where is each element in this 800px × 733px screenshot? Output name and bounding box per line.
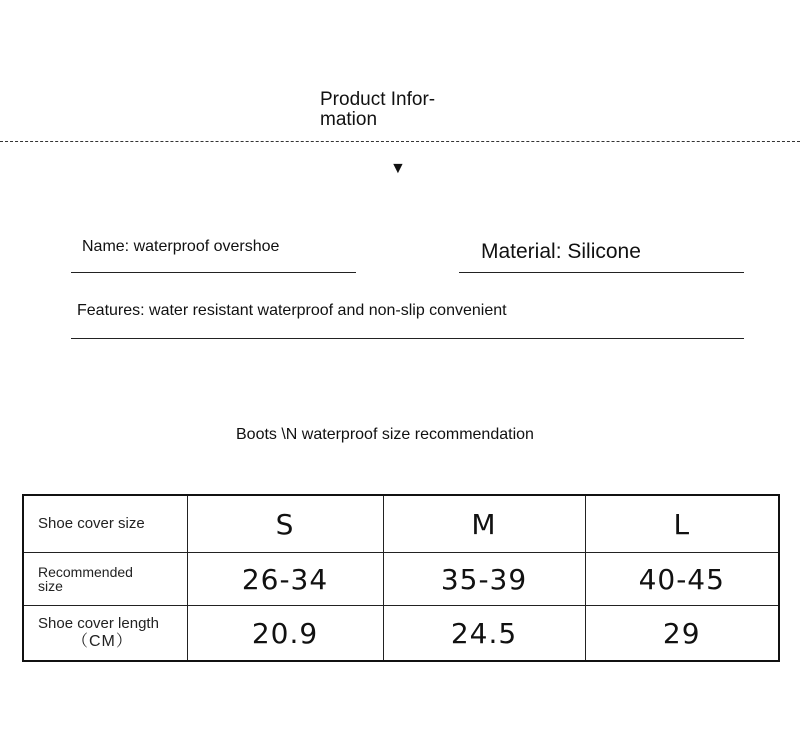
- title-line-2: mation: [320, 109, 378, 130]
- name-field: Name: waterproof overshoe: [82, 238, 280, 255]
- length-cell: 24.5: [383, 606, 585, 662]
- row-label-shoe-cover-length: [23, 606, 187, 662]
- title-line-1: Product Infor-: [320, 89, 436, 110]
- size-recommendation-title: Boots \N waterproof size recommendation: [236, 426, 534, 443]
- row-label-line-2: size: [38, 578, 63, 594]
- row-label-shoe-cover-size: Shoe cover size: [23, 495, 187, 553]
- row-label-text: Shoe cover length: [38, 615, 159, 632]
- length-cell: 20.9: [187, 606, 383, 662]
- table-row: [23, 606, 779, 662]
- recommended-size-cell: 35-39: [383, 553, 585, 606]
- page-title: [320, 90, 470, 130]
- table-row: [23, 495, 779, 553]
- recommended-size-cell: 26-34: [187, 553, 383, 606]
- recommended-size-cell: 40-45: [585, 553, 779, 606]
- features-underline: [71, 338, 744, 339]
- size-cell: M: [383, 495, 585, 553]
- size-cell: S: [187, 495, 383, 553]
- unit-label: （CM）: [72, 633, 133, 650]
- length-cell: 29: [585, 606, 779, 662]
- size-table: [22, 494, 780, 662]
- row-label-recommended-size: [23, 553, 187, 606]
- row-label-line-1: Recommended: [38, 564, 133, 580]
- material-underline: [459, 272, 744, 273]
- size-cell: L: [585, 495, 779, 553]
- features-field: Features: water resistant waterproof and non-slip convenient: [77, 302, 507, 319]
- down-arrow-icon: ▼: [390, 160, 406, 177]
- material-field: Material: Silicone: [481, 240, 641, 263]
- table-row: [23, 553, 779, 606]
- dashed-divider: [0, 141, 800, 142]
- name-underline: [71, 272, 356, 273]
